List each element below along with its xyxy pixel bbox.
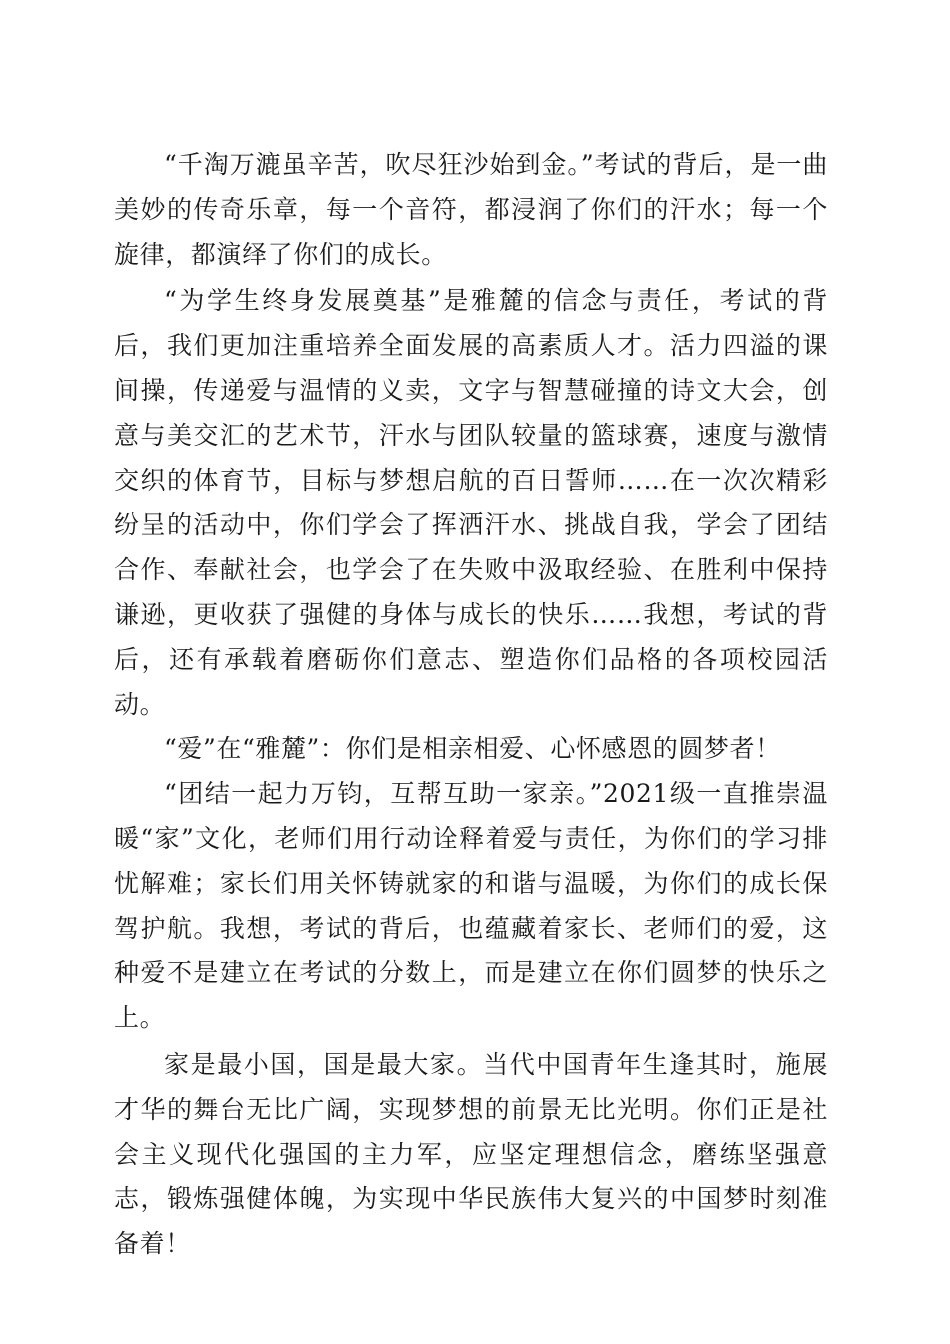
paragraph-china-dream: 家是最小国，国是最大家。当代中国青年生逢其时，施展才华的舞台无比广阔，实现梦想的前景无比光明。你们正是社会主义现代化强国的主力军，应坚定理想信念，磨练坚强意志，锻炼强健体魄，为实现中华民族伟大复兴的中国梦时刻准备着！ [114, 1049, 828, 1259]
paragraph-love-heading: “爱”在“雅麓”：你们是相亲相爱、心怀感恩的圆梦者！ [164, 734, 781, 764]
document-body [114, 143, 828, 1267]
paragraph-family-culture: “团结一起力万钧，互帮互助一家亲。”2021级一直推崇温暖“家”文化，老师们用行动诠释着爱与责任，为你们的学习排忧解难；家长们用关怀铸就家的和谐与温暖，为你们的成长保驾护航。我想，考试的背后，也蕴藏着家长、老师们的爱，这种爱不是建立在考试的分数上，而是建立在你们圆梦的快乐之上。 [114, 779, 828, 1033]
paragraph-exam-journey: “千淘万漉虽辛苦，吹尽狂沙始到金。”考试的背后，是一曲美妙的传奇乐章，每一个音符，都浸润了你们的汗水；每一个旋律，都演绎了你们的成长。 [114, 150, 828, 269]
paragraph-campus-activities: “为学生终身发展奠基”是雅麓的信念与责任，考试的背后，我们更加注重培养全面发展的高素质人才。活力四溢的课间操，传递爱与温情的义卖，文字与智慧碰撞的诗文大会，创意与美交汇的艺术节，汗水与团队较量的篮球赛，速度与激情交织的体育节，目标与梦想启航的百日誓师……在一次次精彩纷呈的活动中，你们学会了挥洒汗水、挑战自我，学会了团结合作、奉献社会，也学会了在失败中汲取经验、在胜利中保持谦逊，更收获了强健的身体与成长的快乐……我想，考试的背后，还有承载着磨砺你们意志、塑造你们品格的各项校园活动。 [114, 286, 828, 719]
